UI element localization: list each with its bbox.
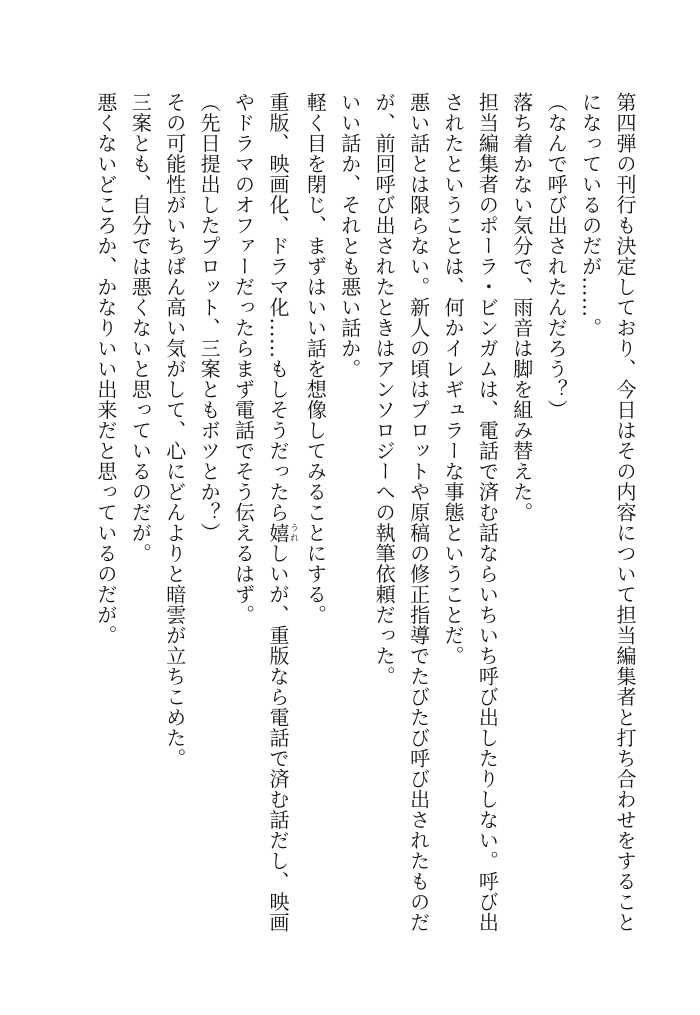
- text-line-4: 落ち着かない気分で、雨音は脚を組み替えた。: [509, 92, 534, 523]
- furigana-ruby: [265, 522, 298, 544]
- text-line-10: 軽く目を閉じ、まずはいい話を想像してみることにする。: [303, 92, 328, 625]
- text-line-12: やドラマのオファーだったらまず電話でそう伝えるはず。: [231, 92, 256, 625]
- text-line-13: （先日提出したプロット、三案ともボツとか？）: [197, 92, 222, 543]
- text-line-9: いい話か、それとも悪い話か。: [337, 92, 362, 379]
- text-line-7: 悪い話とは限らない。新人の頃はプロットや原稿の修正指導でたびたび呼び出されたものだ: [406, 92, 431, 933]
- text-line-8: が、前回呼び出されたときはアンソロジーへの執筆依頼だった。: [372, 92, 397, 687]
- text-line-15: 三案とも、自分では悪くないと思っているのだが。: [128, 92, 153, 564]
- text-line-11-after: しいが、重版なら電話で済む話だし、映画: [265, 543, 290, 933]
- ruby-base: 嬉: [265, 522, 290, 543]
- text-line-3: （なんで呼び出されたんだろう？）: [544, 92, 569, 420]
- text-line-2: になっているのだが……。: [578, 92, 603, 338]
- text-line-16: 悪くないどころか、かなりいい出来だと思っているのだが。: [93, 92, 118, 646]
- text-line-6: されたということは、何かイレギュラーな事態ということだ。: [440, 92, 465, 666]
- text-line-11-before: 重版、映画化、ドラマ化……もしそうだったら: [265, 92, 290, 523]
- text-line-5: 担当編集者のポーラ・ビンガムは、電話で済む話ならいちいち呼び出したりしない。呼び出: [475, 92, 500, 933]
- ruby-reading: うれ: [287, 522, 298, 543]
- text-line-14: その可能性がいちばん高い気がして、心にどんよりと暗雲が立ちこめた。: [162, 92, 187, 769]
- text-line-11: [261, 92, 298, 962]
- text-line-1: 第四弾の刊行も決定しており、今日はその内容について担当編集者と打ち合わせをすること: [613, 92, 637, 933]
- vertical-text-body: [89, 92, 643, 962]
